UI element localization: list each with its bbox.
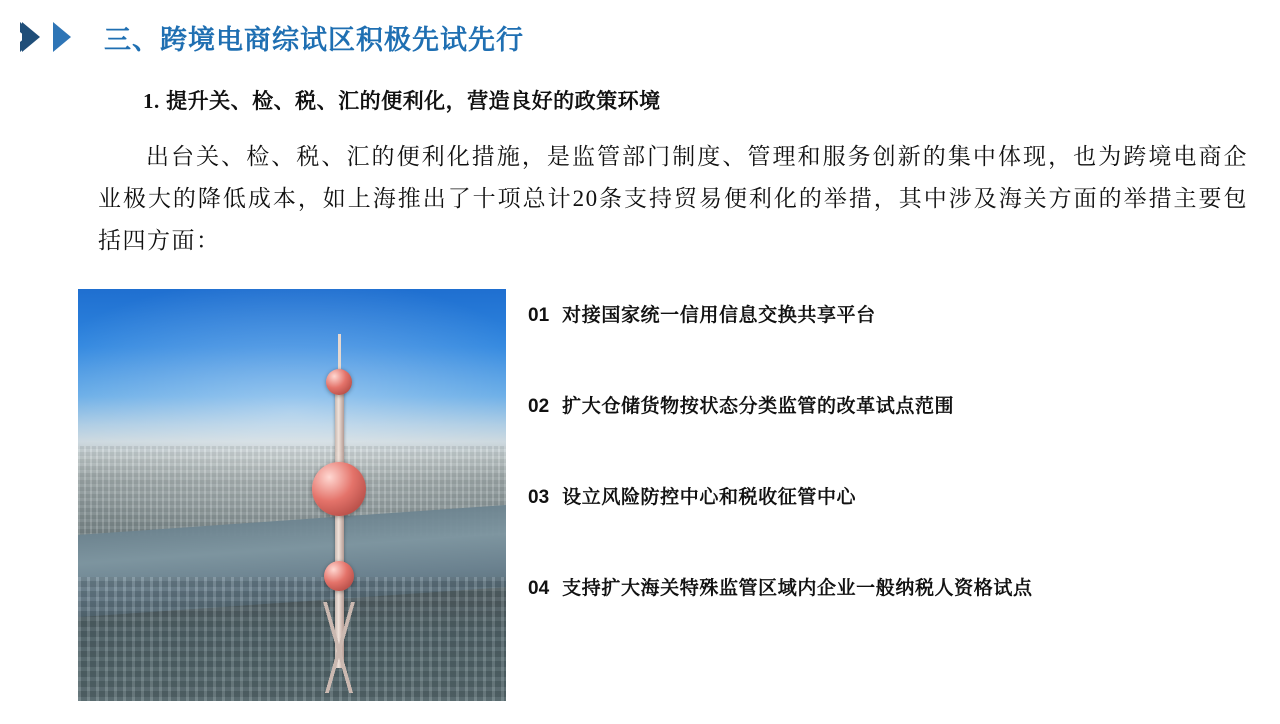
list-item: [528, 391, 1228, 418]
header-chevron-group: [18, 20, 82, 54]
list-item-number: 02: [528, 396, 550, 417]
section-subheading: [143, 85, 661, 115]
photo-tower-legs: [304, 602, 374, 693]
photo-tower-sphere-top: [326, 369, 352, 395]
chevron-right-icon: [18, 20, 52, 54]
list-item-label: 对接国家统一信用信息交换共享平台: [562, 305, 876, 326]
photo-near-city: [78, 577, 506, 701]
list-item-label: 设立风险防控中心和税收征管中心: [562, 487, 857, 508]
chevron-right-icon: [52, 20, 82, 54]
list-item: [528, 300, 1228, 327]
list-item: [528, 573, 1228, 600]
photo-tower-sphere-lower: [324, 561, 354, 591]
photo-tower-sphere-middle: [312, 462, 366, 516]
shanghai-skyline-photo: [78, 289, 506, 701]
list-item-number: 04: [528, 578, 550, 599]
body-paragraph: 出台关、检、税、汇的便利化措施，是监管部门制度、管理和服务创新的集中体现，也为跨境电商企业极大的降低成本，如上海推出了十项总计20条支持贸易便利化的举措，其中涉及海关方面的举措主要包括四方面：: [98, 144, 1248, 253]
list-item-label: 扩大仓储货物按状态分类监管的改革试点范围: [562, 396, 955, 417]
slide-header: [0, 14, 1280, 60]
photo-image: [78, 289, 506, 701]
subheading-text: 提升关、检、税、汇的便利化，营造良好的政策环境: [166, 90, 661, 113]
page-title: 三、跨境电商综试区积极先试先行: [104, 24, 524, 55]
subheading-number: 1.: [143, 89, 160, 113]
list-item-number: 01: [528, 305, 550, 326]
list-item-label: 支持扩大海关特殊监管区域内企业一般纳税人资格试点: [562, 578, 1033, 599]
list-item-number: 03: [528, 487, 550, 508]
measures-list: [528, 300, 1228, 600]
list-item: [528, 482, 1228, 509]
